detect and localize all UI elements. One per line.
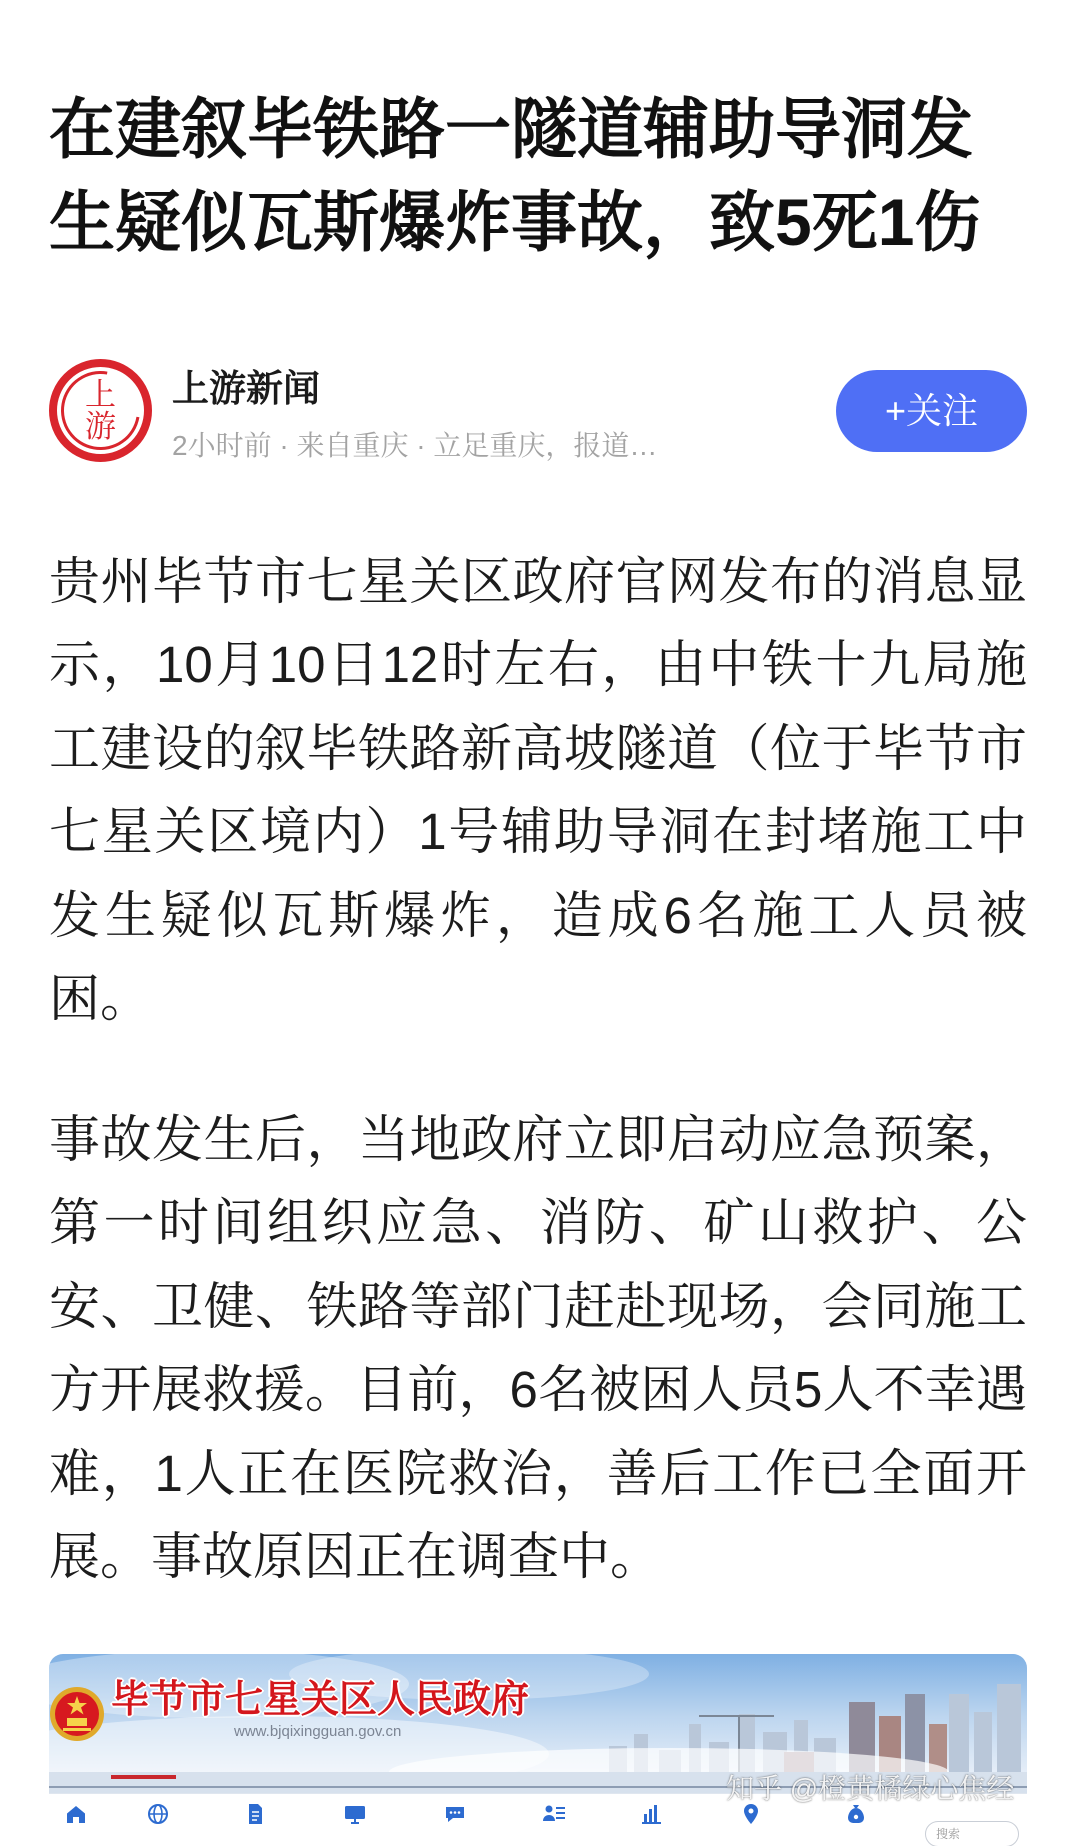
bar-chart-icon: [639, 1802, 663, 1826]
home-icon: [64, 1802, 88, 1826]
site-search-box: [925, 1821, 1019, 1846]
site-search-placeholder: 搜索: [936, 1827, 961, 1841]
embedded-screenshot-image[interactable]: [49, 1654, 1027, 1846]
site-title: 毕节市七星关区人民政府: [111, 1676, 530, 1721]
follow-button[interactable]: +关注: [836, 370, 1027, 452]
avatar-logo-text: 上游: [85, 376, 116, 444]
site-url: www.bjqixingguan.gov.cn: [234, 1723, 402, 1740]
globe-icon: [146, 1802, 170, 1826]
document-icon: [243, 1802, 267, 1826]
article-paragraph: 贵州毕节市七星关区政府官网发布的消息显示，10月10日12时左右，由中铁十九局施工建设的叙毕铁路新高坡隧道（位于毕节市七星关区境内）1号辅助导洞在封堵施工中发生疑似瓦斯爆炸，造成6名施工人员被困。: [49, 553, 1027, 1028]
zhihu-watermark: 知乎 @橙黄橘绿心焦经: [726, 1773, 1015, 1804]
article-paragraph: 事故发生后，当地政府立即启动应急预案，第一时间组织应急、消防、矿山救护、公安、卫健、铁路等部门赶赴现场，会同施工方开展救援。目前，6名被困人员5人不幸遇难，1人正在医院救治，善后工作已全面开展。事故原因正在调查中。: [49, 1111, 1027, 1586]
article-title: 在建叙毕铁路一隧道辅助导洞发生疑似瓦斯爆炸事故，致5死1伤: [49, 92, 981, 259]
user-list-icon: [542, 1802, 566, 1826]
author-avatar[interactable]: [49, 359, 152, 462]
author-meta: 2小时前 · 来自重庆 · 立足重庆，报道…: [172, 430, 658, 461]
national-emblem-icon: [49, 1686, 105, 1742]
author-name[interactable]: 上游新闻: [172, 368, 320, 409]
monitor-icon: [343, 1802, 367, 1826]
chat-icon: [443, 1802, 467, 1826]
